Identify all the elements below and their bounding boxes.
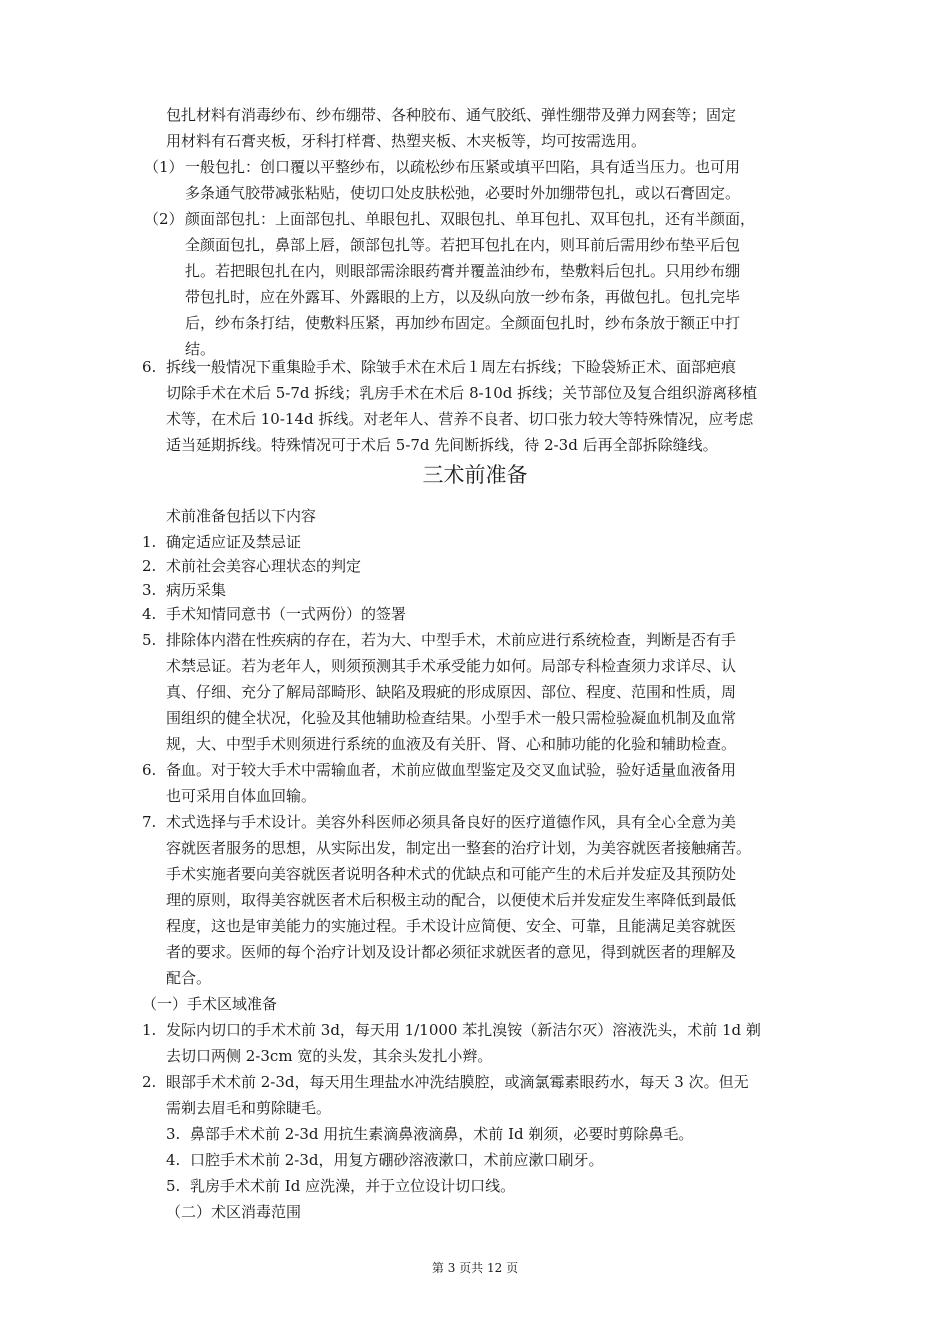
sub-item-line: 一般包扎：创口覆以平整纱布，以疏松纱布压紧或填平凹陷，具有适当压力。也可用 xyxy=(185,158,741,176)
list-item-line: 术前社会美容心理状态的判定 xyxy=(166,557,362,575)
list-item-marker: 5. xyxy=(166,1177,181,1195)
sub-item-marker: （1） xyxy=(144,158,184,176)
list-item-line: 病历采集 xyxy=(166,581,227,599)
list-item-line: 也可采用自体血回输。 xyxy=(166,787,317,805)
list-item-marker: 7. xyxy=(142,813,157,831)
list-item-marker: 4. xyxy=(142,605,157,623)
list-item-marker: 1. xyxy=(142,533,157,551)
sub-item-line: 多条通气胶带减张粘贴，使切口处皮肤松弛，必要时外加绷带包扎，或以石膏固定。 xyxy=(185,184,741,202)
list-item-line: 理的原则，取得美容就医者术后积极主动的配合，以便使术后并发症发生率降低到最低 xyxy=(166,891,737,909)
list-item-line: 手术实施者要向美容就医者说明各种术式的优缺点和可能产生的术后并发症及其预防处 xyxy=(166,865,737,883)
list-item-marker: 2. xyxy=(142,1073,157,1091)
page-footer: 第 3 页共 12 页 xyxy=(431,1261,519,1275)
intro-line: 包扎材料有消毒纱布、纱布绷带、各种胶布、通气胶纸、弹性绷带及弹力网套等；固定 xyxy=(166,106,737,124)
list-item-marker: 4. xyxy=(166,1151,181,1169)
list-item-line: 程度，这也是审美能力的实施过程。手术设计应简便、安全、可靠，且能满足美容就医 xyxy=(166,917,737,935)
sub-item-line: 扎。若把眼包扎在内，则眼部需涂眼药膏并覆盖油纱布，垫敷料后包扎。只用纱布绷 xyxy=(185,262,741,280)
list-item-line: 真、仔细、充分了解局部畸形、缺陷及瑕疵的形成原因、部位、程度、范围和性质，周 xyxy=(166,683,737,701)
list-item-line: 眼部手术术前 2-3d，每天用生理盐水冲洗结膜腔，或滴氯霉素眼药水，每天 3 次。但无 xyxy=(166,1073,749,1091)
sub-item-line: 后，纱布条打结，使敷料压紧，再加纱布固定。全颜面包扎时，纱布条放于额正中打 xyxy=(185,314,741,332)
list-item-line: 需剃去眉毛和剪除睫毛。 xyxy=(166,1099,332,1117)
list-item-line: 备血。对于较大手术中需输血者，术前应做血型鉴定及交叉血试验，验好适量血液备用 xyxy=(166,761,737,779)
list-item-line: 手术知情同意书（一式两份）的签署 xyxy=(166,605,407,623)
list-item-line: 口腔手术术前 2-3d，用复方硼砂溶液漱口，术前应漱口刷牙。 xyxy=(190,1151,604,1169)
list-item-line: 围组织的健全状况，化验及其他辅助检查结果。小型手术一般只需检验凝血机制及血常 xyxy=(166,709,737,727)
subsection-heading: （一）手术区域准备 xyxy=(142,995,278,1013)
list-item-line: 切除手术在术后 5-7d 拆线；乳房手术在术后 8-10d 拆线；关节部位及复合组织游离移植 xyxy=(166,384,758,402)
subsection-heading: （二）术区消毒范围 xyxy=(166,1203,302,1221)
list-item-line: 容就医者服务的思想，从实际出发，制定出一整套的治疗计划，为美容就医者接触痛苦。 xyxy=(166,839,752,857)
list-item-marker: 3. xyxy=(166,1125,181,1143)
list-item-line: 乳房手术术前 Id 应洗澡，并于立位设计切口线。 xyxy=(190,1177,516,1195)
intro-line: 用材料有石膏夹板，牙科打样膏、热塑夹板、木夹板等，均可按需选用。 xyxy=(166,132,647,150)
list-item-line: 者的要求。医师的每个治疗计划及设计都必须征求就医者的意见，得到就医者的理解及 xyxy=(166,943,737,961)
list-item-marker: 6. xyxy=(142,761,157,779)
list-item-marker: 1. xyxy=(142,1021,157,1039)
list-item-line: 规，大、中型手术则须进行系统的血液及有关肝、肾、心和肺功能的化验和辅助检查。 xyxy=(166,735,737,753)
list-item-line: 排除体内潜在性疾病的存在，若为大、中型手术，术前应进行系统检查，判断是否有手 xyxy=(166,631,737,649)
sub-item-marker: （2） xyxy=(144,210,184,228)
list-item-marker: 6. xyxy=(142,358,157,376)
list-item-line: 术式选择与手术设计。美容外科医师必须具备良好的医疗道德作风，具有全心全意为美 xyxy=(166,813,737,831)
list-item-marker: 5. xyxy=(142,631,157,649)
list-item-line: 适当延期拆线。特殊情况可于术后 5-7d 先间断拆线，待 2-3d 后再全部拆除缝线。 xyxy=(166,436,718,454)
list-item-line: 配合。 xyxy=(166,969,212,987)
sub-item-line: 结。 xyxy=(185,340,216,358)
list-item-line: 拆线一般情况下重集睑手术、除皱手术在术后１周左右拆线；下睑袋矫正术、面部疤痕 xyxy=(166,358,737,376)
list-item-marker: 2. xyxy=(142,557,157,575)
prep-intro: 术前准备包括以下内容 xyxy=(166,507,317,525)
list-item-line: 去切口两侧 2-3cm 宽的头发，其余头发扎小辫。 xyxy=(166,1047,493,1065)
list-item-line: 鼻部手术术前 2-3d 用抗生素滴鼻液滴鼻，术前 Id 剃须，必要时剪除鼻毛。 xyxy=(190,1125,694,1143)
list-item-line: 确定适应证及禁忌证 xyxy=(166,533,302,551)
sub-item-line: 全颜面包扎，鼻部上唇，颌部包扎等。若把耳包扎在内，则耳前后需用纱布垫平后包 xyxy=(185,236,741,254)
list-item-line: 术禁忌证。若为老年人，则须预测其手术承受能力如何。局部专科检查须力求详尽、认 xyxy=(166,657,737,675)
sub-item-line: 颜面部包扎：上面部包扎、单眼包扎、双眼包扎、单耳包扎、双耳包扎，还有半颜面， xyxy=(185,210,756,228)
list-item-line: 术等，在术后 10-14d 拆线。对老年人、营养不良者、切口张力较大等特殊情况，应考虑 xyxy=(166,410,754,428)
list-item-marker: 3. xyxy=(142,581,157,599)
list-item-line: 发际内切口的手术术前 3d，每天用 1/1000 苯扎溴铵（新洁尔灭）溶液洗头，术前 1d 剃 xyxy=(166,1021,761,1039)
sub-item-line: 带包扎时，应在外露耳、外露眼的上方，以及纵向放一纱布条，再做包扎。包扎完毕 xyxy=(185,288,741,306)
section-title: 三术前准备 xyxy=(422,463,528,487)
